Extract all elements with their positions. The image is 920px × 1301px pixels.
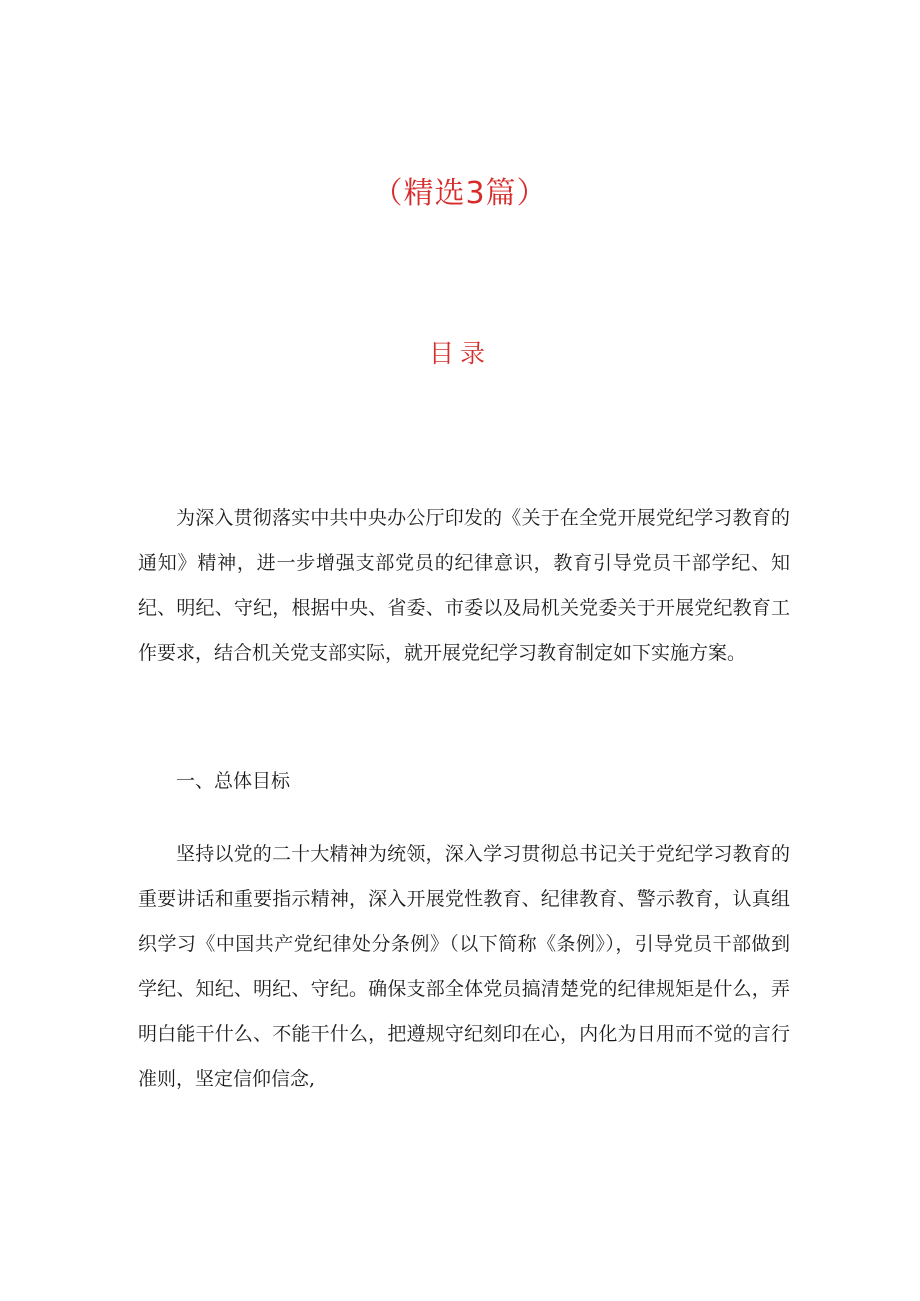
table-of-contents-heading: 目录 bbox=[428, 339, 491, 368]
overall-goal-paragraph: 坚持以党的二十大精神为统领，深入学习贯彻总书记关于党纪学习教育的重要讲话和重要指示精神，深入开展党性教育、纪律教育、警示教育，认真组织学习《中国共产党纪律处分条例》（以下简称《条例》），引导党员干部做到学纪、知纪、明纪、守纪。确保支部全体党员搞清楚党的纪律规矩是什么，弄明白能干什么、不能干什么，把遵规守纪刻印在心，内化为日用而不觉的言行准则，坚定信仰信念, bbox=[138, 843, 790, 1090]
intro-paragraph: 为深入贯彻落实中共中央办公厅印发的《关于在全党开展党纪学习教育的通知》精神，进一步增强支部党员的纪律意识，教育引导党员干部学纪、知纪、明纪、守纪，根据中央、省委、市委以及局机关党委关于开展党纪教育工作要求，结合机关党支部实际，就开展党纪学习教育制定如下实施方案。 bbox=[138, 507, 790, 664]
document-subtitle: （精选3篇） bbox=[372, 176, 548, 211]
section-heading-overall-goal: 一、总体目标 bbox=[176, 770, 291, 792]
